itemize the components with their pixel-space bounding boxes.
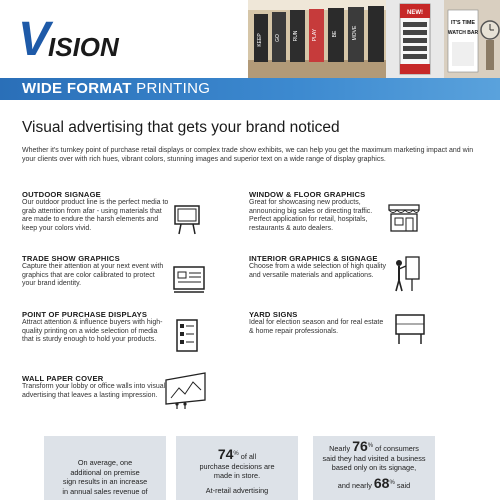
stat2-line3: made in store. xyxy=(213,471,261,480)
banner-word-4: PLAY xyxy=(312,28,318,42)
stat3-percent2: % xyxy=(389,479,395,486)
header-photo-strip xyxy=(248,0,500,78)
stat2-number: 74 xyxy=(217,446,234,462)
watch-display-photo xyxy=(444,0,500,78)
banner-word-3: RUN xyxy=(293,30,299,42)
stat2-rest: of all xyxy=(238,452,257,461)
stat3-post: of consumers xyxy=(373,444,419,453)
stat1-line2: additional on premise xyxy=(70,467,140,477)
stat3-pre: Nearly xyxy=(329,444,353,453)
window-floor-text: Great for showcasing new products, announcing big sales or directing traffic. Perfect application for retail, hospitals, restaurants & auto dealers. xyxy=(249,199,373,232)
banner-word-1: KEEP xyxy=(257,33,263,47)
stat3-line3: based only on its signage, xyxy=(331,463,417,472)
vision-logo xyxy=(18,13,128,66)
watch-text-1: IT'S TIME xyxy=(450,20,476,26)
stat2-line2: purchase decisions are xyxy=(199,461,275,471)
pop-displays-text: Attract attention & influence buyers with high-quality printing on a wide selection of media that is sturdy enough to hold your products. xyxy=(22,319,163,344)
wall-mural-icon xyxy=(163,370,209,410)
storefront-icon xyxy=(386,200,422,234)
trade-show-booth-icon xyxy=(172,264,206,294)
stat1-line3: sign results in an increase xyxy=(62,477,148,486)
logo-wordmark: ISION xyxy=(48,32,119,62)
trade-show-text: Capture their attention at your next event with graphics that are color calibrated to protect your brand identity. xyxy=(22,263,164,288)
stat2-text xyxy=(176,446,298,495)
section-title-band xyxy=(0,78,500,100)
title-bold-part: WIDE FORMAT xyxy=(22,80,132,97)
stat1-line1: On average, one xyxy=(77,458,133,467)
presenter-sign-icon xyxy=(392,254,422,294)
yard-signs-text: Ideal for election season and for real estate & home repair professionals. xyxy=(249,319,384,335)
stat2-line4: At-retail advertising xyxy=(205,485,269,495)
banner-word-6: MOVE xyxy=(352,25,358,41)
banner-word-5: BE xyxy=(332,30,338,38)
stat2-percent: % xyxy=(233,451,239,457)
pop-display-photo xyxy=(386,0,444,78)
banner-wall-photo xyxy=(248,0,386,78)
billboard-icon xyxy=(171,202,205,236)
stat3-percent: % xyxy=(367,443,374,449)
interior-graphics-title: INTERIOR GRAPHICS & SIGNAGE xyxy=(249,254,378,263)
logo-v-mark: V xyxy=(18,13,49,66)
watch-text-2: WATCH BAR xyxy=(447,30,479,36)
banner-word-2: GO xyxy=(275,34,281,42)
window-floor-title: WINDOW & FLOOR GRAPHICS xyxy=(249,190,366,199)
outdoor-signage-title: OUTDOOR SIGNAGE xyxy=(22,190,101,199)
stat3-line2: said they had visited a business xyxy=(322,453,426,463)
intro-paragraph: Whether it's turnkey point of purchase retail displays or complex trade show exhibits, we can help you get the maximum marketing impact and win your clients over with rich hues, vibrant colors, stunning images and superior text on a wide range of display graphics. xyxy=(22,147,474,164)
display-stand-icon xyxy=(174,318,200,354)
outdoor-signage-text: Our outdoor product line is the perfect media to grab attention from afar - using materials that are made to endure the harsh elements and keep your colors vivid. xyxy=(22,199,169,232)
stat1-line4: in annual sales revenue of xyxy=(62,486,148,496)
yard-sign-icon xyxy=(393,312,427,346)
headline: Visual advertising that gets your brand noticed xyxy=(22,119,340,136)
title-rest-part: PRINTING xyxy=(131,80,211,97)
stat3-l4b: said xyxy=(394,480,411,490)
trade-show-title: TRADE SHOW GRAPHICS xyxy=(22,254,120,263)
stat3-l4a: and nearly xyxy=(337,480,374,490)
pop-displays-title: POINT OF PURCHASE DISPLAYS xyxy=(22,310,148,319)
stat1-text xyxy=(44,458,166,496)
wall-paper-title: WALL PAPER COVER xyxy=(22,374,104,383)
display-header-text: NEW! xyxy=(407,10,423,16)
stat3-number: 76 xyxy=(352,438,368,454)
wide-format-printing-title xyxy=(22,80,210,98)
wall-paper-text: Transform your lobby or office walls into visual advertising that leaves a lasting impression. xyxy=(22,383,166,399)
stat3-number2: 68 xyxy=(373,474,390,491)
yard-signs-title: YARD SIGNS xyxy=(249,310,298,319)
interior-graphics-text: Choose from a wide selection of high quality and versatile materials and applications. xyxy=(249,263,386,279)
stat3-text xyxy=(313,438,435,491)
